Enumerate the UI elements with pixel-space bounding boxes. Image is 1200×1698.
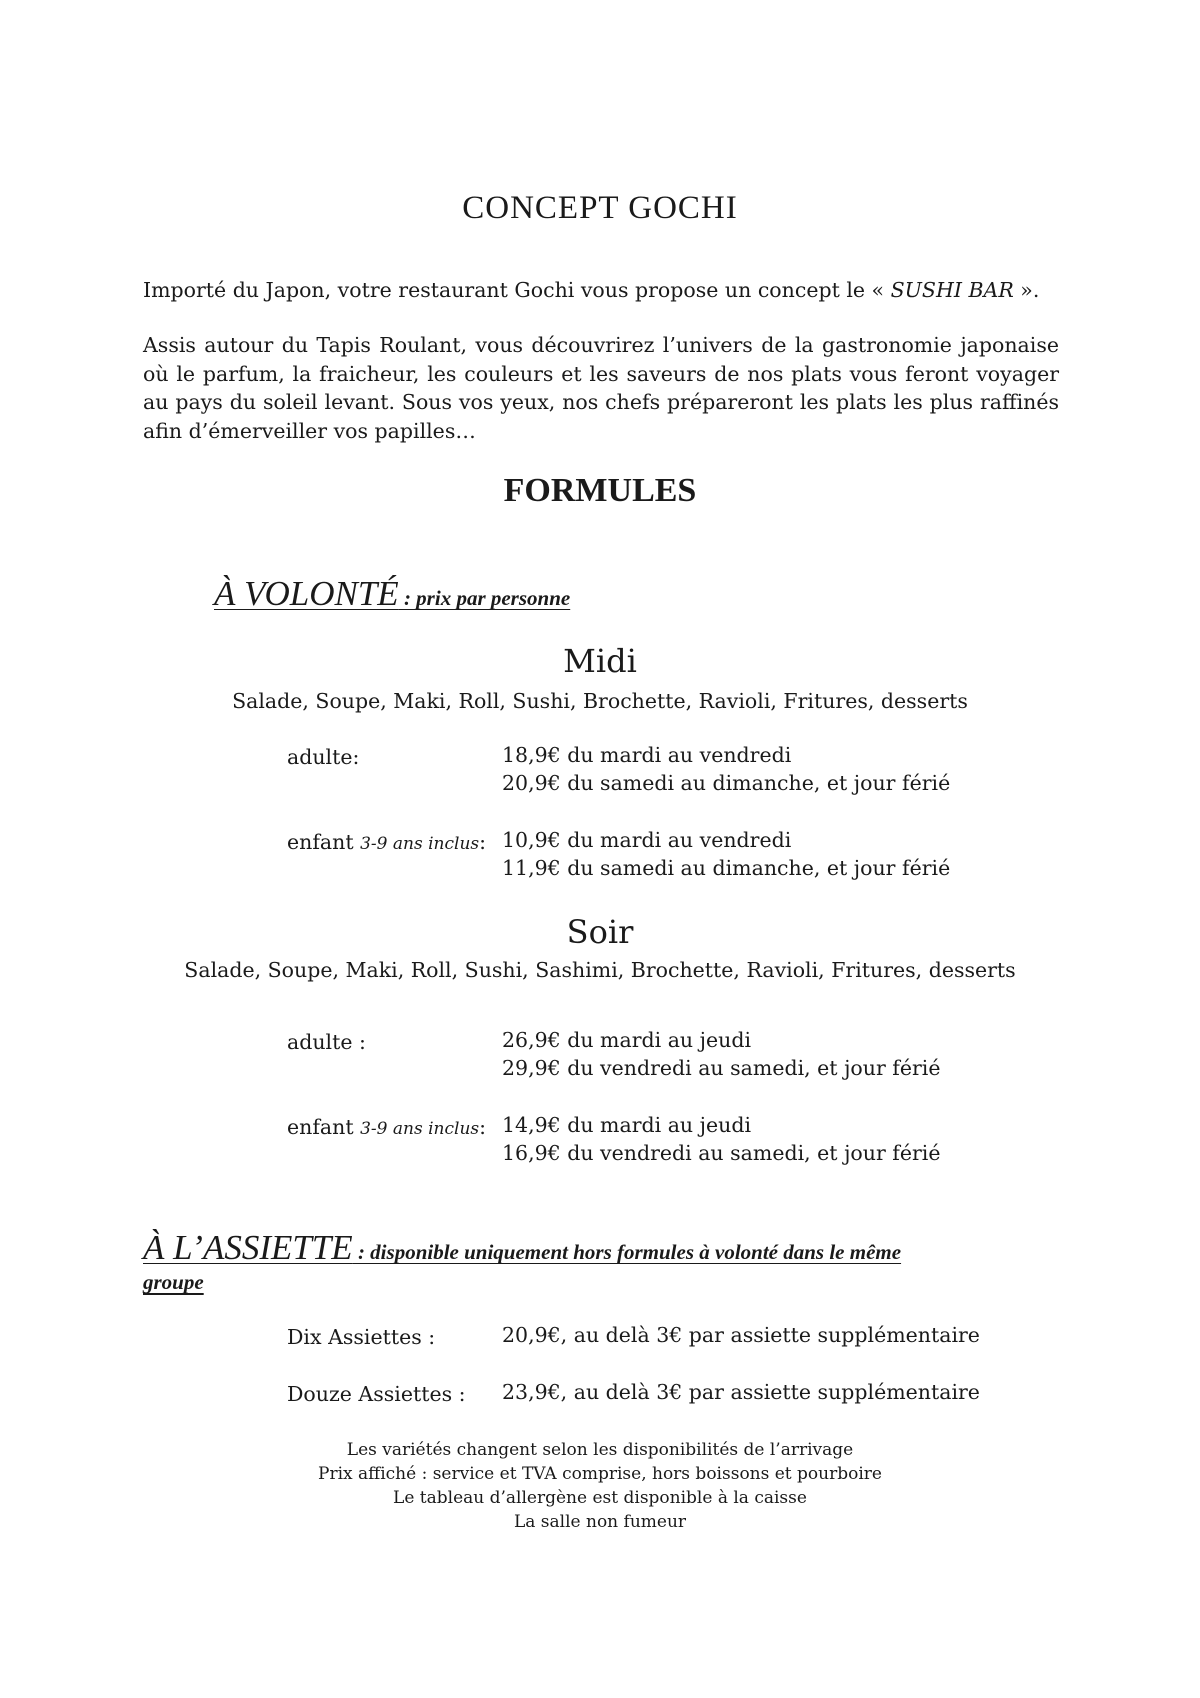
price-line: 11,9€ du samedi au dimanche, et jour férié xyxy=(502,856,951,880)
child-age: 3-9 ans inclus xyxy=(360,1119,480,1139)
footer-note: La salle non fumeur xyxy=(513,1512,687,1532)
midi-title: Midi xyxy=(563,642,637,680)
intro-text-end: ». xyxy=(1013,278,1040,302)
page-title: CONCEPT GOCHI xyxy=(462,190,738,226)
volonte-heading xyxy=(214,574,570,614)
soir-child-label xyxy=(287,1115,486,1139)
soir-adult-prices xyxy=(502,1026,941,1082)
child-label-colon: : xyxy=(479,1115,487,1139)
midi-child-label xyxy=(287,830,486,854)
soir-title: Soir xyxy=(566,913,634,951)
price-line: 14,9€ du mardi au jeudi xyxy=(502,1113,752,1137)
price-line: 16,9€ du vendredi au samedi, et jour férié xyxy=(502,1141,941,1165)
assiette-title: À L’ASSIETTE xyxy=(143,1228,353,1267)
price-line: 18,9€ du mardi au vendredi xyxy=(502,743,792,767)
price-line: 10,9€ du mardi au vendredi xyxy=(502,828,792,852)
assiette-row-label: Dix Assiettes : xyxy=(287,1325,436,1349)
assiette-row-price: 23,9€, au delà 3€ par assiette supplémentaire xyxy=(502,1380,980,1404)
child-label-text: enfant xyxy=(287,1115,361,1139)
footer-note: Prix affiché : service et TVA comprise, hors boissons et pourboire xyxy=(318,1464,882,1484)
volonte-title: À VOLONTÉ xyxy=(214,574,399,613)
intro-text: Importé du Japon, votre restaurant Gochi vous propose un concept le « xyxy=(143,278,891,302)
child-label-colon: : xyxy=(479,830,487,854)
midi-items: Salade, Soupe, Maki, Roll, Sushi, Brochette, Ravioli, Fritures, desserts xyxy=(232,689,968,713)
footer-note: Le tableau d’allergène est disponible à la caisse xyxy=(393,1488,807,1508)
child-label-text: enfant xyxy=(287,830,361,854)
child-age: 3-9 ans inclus xyxy=(360,834,480,854)
intro-paragraph: Assis autour du Tapis Roulant, vous découvrirez l’univers de la gastronomie japonaise où le parfum, la fraicheur, les couleurs et les saveurs de nos plats vous feront voyager au pays du soleil levant. Sous vos yeux, nos chefs prépareront les plats les plus raffinés afin d’émerveiller vos papilles… xyxy=(143,333,1059,443)
assiette-row-label: Douze Assiettes : xyxy=(287,1382,466,1406)
volonte-subtitle: : prix par personne xyxy=(398,586,571,610)
midi-adult-prices xyxy=(502,741,950,797)
price-line: 26,9€ du mardi au jeudi xyxy=(502,1028,752,1052)
intro-line xyxy=(143,276,1059,304)
price-line: 20,9€ du samedi au dimanche, et jour férié xyxy=(502,771,951,795)
footer-note: Les variétés changent selon les disponibilités de l’arrivage xyxy=(346,1440,854,1460)
price-line: 29,9€ du vendredi au samedi, et jour férié xyxy=(502,1056,941,1080)
assiette-row-price: 20,9€, au delà 3€ par assiette supplémentaire xyxy=(502,1323,980,1347)
intro-emphasis: SUSHI BAR xyxy=(890,278,1014,302)
assiette-subtitle-cont: groupe xyxy=(143,1270,204,1294)
soir-items: Salade, Soupe, Maki, Roll, Sushi, Sashimi, Brochette, Ravioli, Fritures, desserts xyxy=(184,958,1016,982)
soir-adult-label: adulte : xyxy=(287,1030,366,1054)
soir-child-prices xyxy=(502,1111,941,1167)
midi-adult-label: adulte: xyxy=(287,745,360,769)
formules-heading: FORMULES xyxy=(503,472,697,509)
assiette-subtitle: : disponible uniquement hors formules à volonté dans le même xyxy=(352,1240,902,1264)
assiette-heading xyxy=(143,1228,901,1268)
midi-child-prices xyxy=(502,826,950,882)
